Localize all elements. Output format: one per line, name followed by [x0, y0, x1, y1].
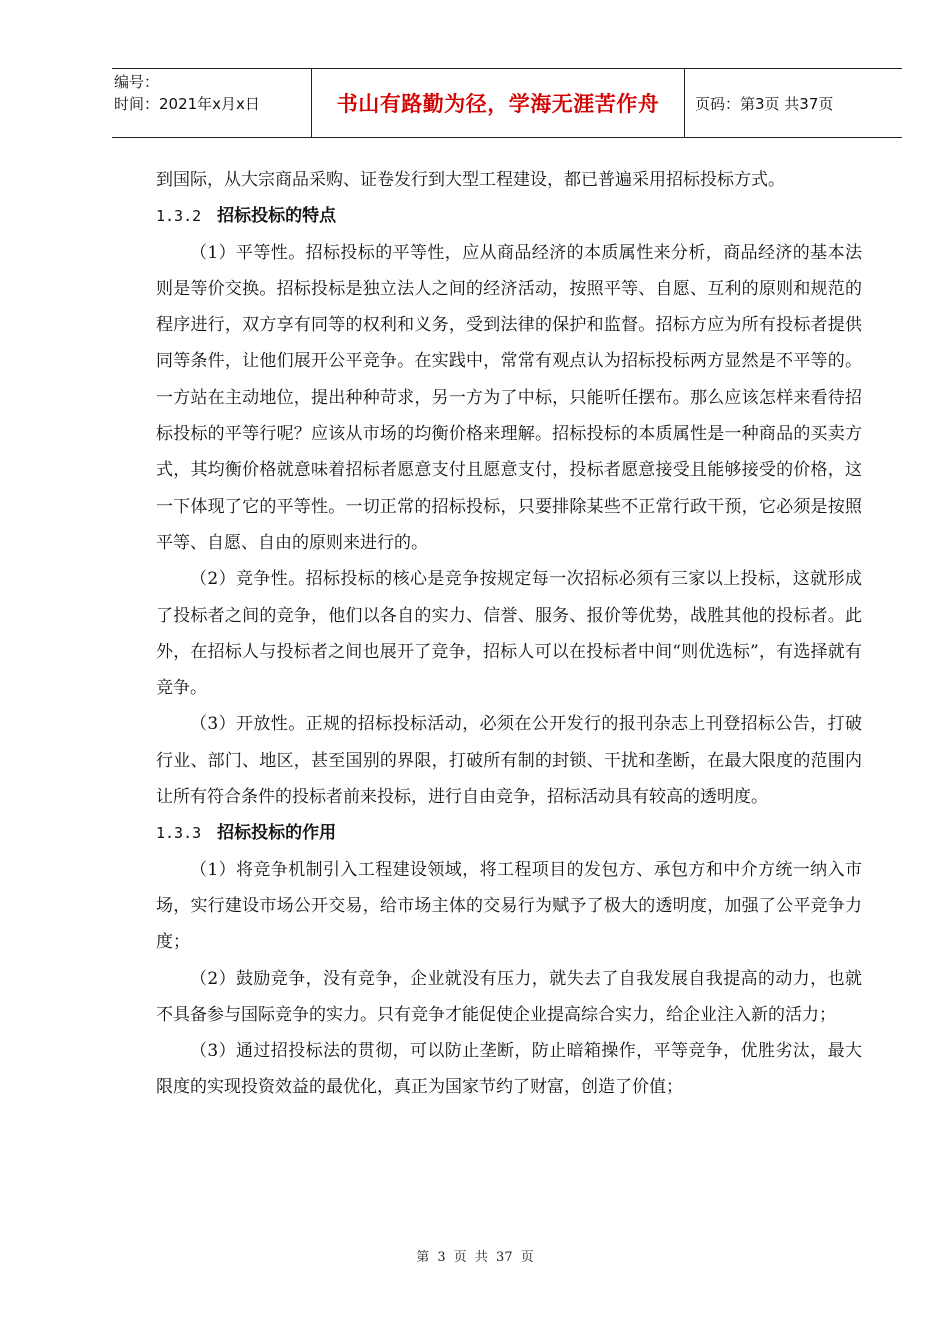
- paragraph: （1）将竞争机制引入工程建设领域，将工程项目的发包方、承包方和中介方统一纳入市场，实行建设市场公开交易，给市场主体的交易行为赋予了极大的透明度，加强了公平竞争力度；: [156, 859, 862, 953]
- paragraph: （3）开放性。正规的招标投标活动，必须在公开发行的报刊杂志上刊登招标公告，打破行业、部门、地区，甚至国别的界限，打破所有制的封锁、干扰和垄断，在最大限度的范围内让所有符合条件的投标者前来投标，进行自由竞争，招标活动具有较高的透明度。: [156, 714, 862, 808]
- document-body: [156, 162, 862, 1106]
- header-motto-cell: [312, 69, 685, 137]
- document-date: 时间：2021年x月x日: [114, 95, 260, 113]
- paragraph: 到国际，从大宗商品采购、证卷发行到大型工程建设，都已普遍采用招标投标方式。: [156, 170, 785, 190]
- document-number-label: 编号：: [114, 73, 160, 91]
- section-title: 招标投标的作用: [217, 823, 337, 844]
- page-footer: 第 3 页 共 37 页: [416, 1250, 534, 1265]
- paragraph: （2）竞争性。招标投标的核心是竞争按规定每一次招标必须有三家以上投标，这就形成了投标者之间的竞争，他们以各自的实力、信誉、服务、报价等优势，战胜其他的投标者。此外，在招标人与投标者之间也展开了竞争，招标人可以在投标者中间“则优选标”，有选择就有竞争。: [156, 569, 862, 699]
- page-header: [112, 68, 902, 138]
- header-page-info: 页码：第3页 共37页: [695, 94, 834, 113]
- paragraph: （2）鼓励竞争，没有竞争，企业就没有压力，就失去了自我发展自我提高的动力，也就不具备参与国际竞争的实力。只有竞争才能促使企业提高综合实力，给企业注入新的活力；: [156, 968, 862, 1025]
- paragraph: （3）通过招投标法的贯彻，可以防止垄断，防止暗箱操作，平等竞争，优胜劣汰，最大限度的实现投资效益的最优化，真正为国家节约了财富，创造了价值；: [156, 1041, 862, 1098]
- section-number: 1.3.3: [156, 824, 202, 843]
- section-number: 1.3.2: [156, 207, 202, 226]
- paragraph: （1）平等性。招标投标的平等性，应从商品经济的本质属性来分析，商品经济的基本法则是等价交换。招标投标是独立法人之间的经济活动，按照平等、自愿、互利的原则和规范的程序进行，双方享有同等的权利和义务，受到法律的保护和监督。招标方应为所有投标者提供同等条件，让他们展开公平竞争。在实践中，常常有观点认为招标投标两方显然是不平等的。一方站在主动地位，提出种种苛求，另一方为了中标，只能听任摆布。那么应该怎样来看待招标投标的平等行呢？应该从市场的均衡价格来理解。招标投标的本质属性是一种商品的买卖方式，其均衡价格就意味着招标者愿意支付且愿意支付，投标者愿意接受且能够接受的价格，这一下体现了它的平等性。一切正常的招标投标，只要排除某些不正常行政干预，它必须是按照平等、自愿、自由的原则来进行的。: [156, 242, 862, 553]
- header-meta: [112, 69, 312, 137]
- section-heading: [156, 815, 862, 851]
- header-motto: 书山有路勤为径，学海无涯苦作舟: [336, 92, 660, 116]
- section-title: 招标投标的特点: [217, 206, 337, 227]
- section-heading: [156, 198, 862, 234]
